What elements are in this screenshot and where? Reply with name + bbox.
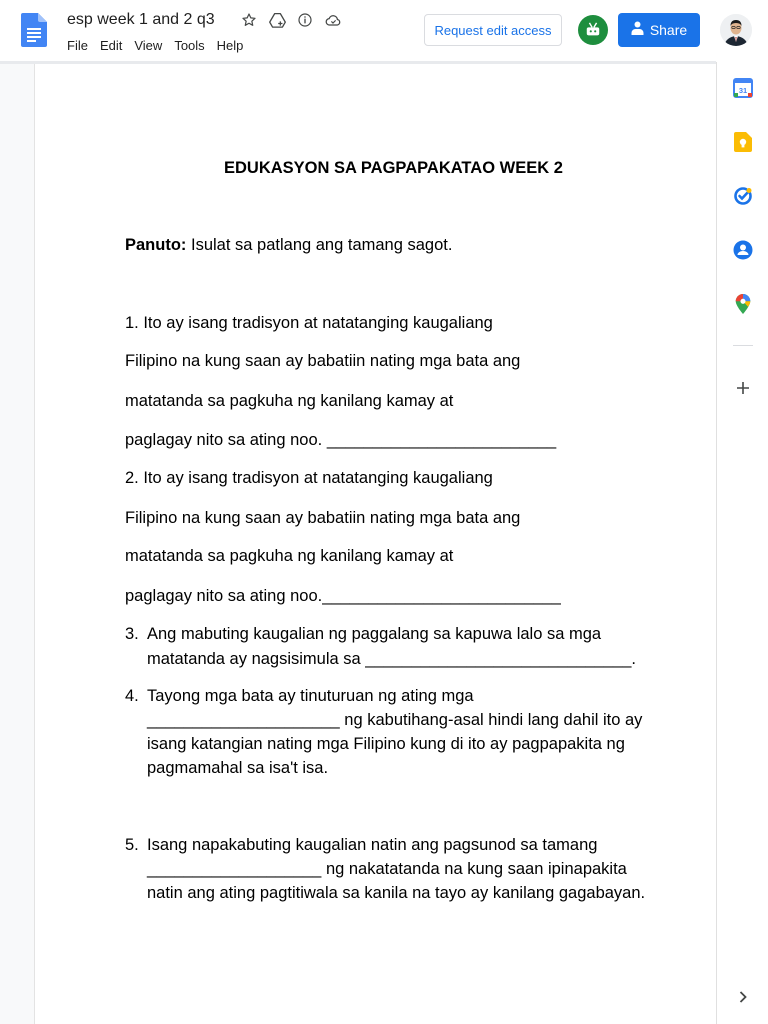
directions xyxy=(125,233,452,257)
q1-line-2: Filipino na kung saan ay babatiin nating mga bata ang xyxy=(125,352,521,370)
q3-line-2: matatanda ay nagsisimula sa _____________________________. xyxy=(147,650,636,668)
q1-line-1: 1. Ito ay isang tradisyon at natatanging kaugaliang xyxy=(125,314,493,332)
add-icon[interactable] xyxy=(733,378,753,398)
q3-number: 3. xyxy=(125,625,139,643)
share-button[interactable] xyxy=(618,13,700,47)
avatar[interactable] xyxy=(720,14,752,46)
q1-line-3: matatanda sa pagkuha ng kanilang kamay at xyxy=(125,392,454,410)
q4-line-1: Tayong mga bata ay tinuturuan ng ating mga xyxy=(147,687,474,705)
title-icons xyxy=(240,11,342,29)
q4-line-2: _____________________ ng kabutihang-asal hindi lang dahil ito ay xyxy=(147,711,643,729)
q4-line-4: pagmamahal sa isa't isa. xyxy=(147,759,329,777)
q2-line-4: paglagay nito sa ating noo.__________________________ xyxy=(125,587,561,605)
document-heading: EDUKASYON SA PAGPAPAKATAO WEEK 2 xyxy=(224,159,563,177)
contacts-icon[interactable] xyxy=(733,240,753,260)
menu-bar xyxy=(66,38,254,53)
menu-help[interactable]: Help xyxy=(216,38,244,53)
q5-number: 5. xyxy=(125,836,139,854)
document-title[interactable]: esp week 1 and 2 q3 xyxy=(67,11,215,28)
move-to-drive-icon[interactable] xyxy=(268,11,286,29)
tasks-icon[interactable] xyxy=(733,186,753,206)
q2-line-2: Filipino na kung saan ay babatiin nating mga bata ang xyxy=(125,509,521,527)
calendar-icon[interactable] xyxy=(733,78,753,98)
maps-icon[interactable] xyxy=(733,294,753,314)
q2-line-3: matatanda sa pagkuha ng kanilang kamay at xyxy=(125,547,454,565)
directions-text: Isulat sa patlang ang tamang sagot. xyxy=(186,236,453,254)
menu-tools[interactable]: Tools xyxy=(174,38,205,53)
menu-view[interactable]: View xyxy=(134,38,163,53)
side-panel xyxy=(716,62,768,1024)
q3-line-1: Ang mabuting kaugalian ng paggalang sa kapuwa lalo sa mga xyxy=(147,625,602,643)
directions-label: Panuto: xyxy=(125,236,187,254)
q5-line-3: natin ang ating pagtitiwala sa kanila na tayo ay kanilang gagabayan. xyxy=(147,884,646,902)
calendar-day-label: 31 xyxy=(738,86,748,95)
q5-line-1: Isang napakabuting kaugalian natin ang pagsunod sa tamang xyxy=(147,836,598,854)
q5-line-2: ___________________ ng nakatatanda na kung saan ipinapakita xyxy=(147,860,627,878)
cloud-saved-icon[interactable] xyxy=(324,11,342,29)
menu-file[interactable]: File xyxy=(67,38,88,53)
keep-icon[interactable] xyxy=(733,132,753,152)
q4-number: 4. xyxy=(125,687,139,705)
share-label: Share xyxy=(649,22,688,38)
star-icon[interactable] xyxy=(240,11,258,29)
meet-icon[interactable] xyxy=(578,15,608,45)
chevron-right-icon[interactable] xyxy=(733,987,753,1007)
share-person-icon xyxy=(631,21,644,39)
q2-line-1: 2. Ito ay isang tradisyon at natatanging kaugaliang xyxy=(125,469,493,487)
app-header xyxy=(0,0,768,62)
docs-logo-icon[interactable] xyxy=(21,13,47,47)
side-panel-divider xyxy=(733,345,753,346)
q1-line-4: paglagay nito sa ating noo. _________________________ xyxy=(125,431,557,449)
q4-line-3: isang katangian nating mga Filipino kung di ito ay pagpapakita ng xyxy=(147,735,625,753)
request-edit-access-button[interactable]: Request edit access xyxy=(424,14,562,46)
menu-edit[interactable]: Edit xyxy=(99,38,123,53)
info-icon[interactable] xyxy=(296,11,314,29)
